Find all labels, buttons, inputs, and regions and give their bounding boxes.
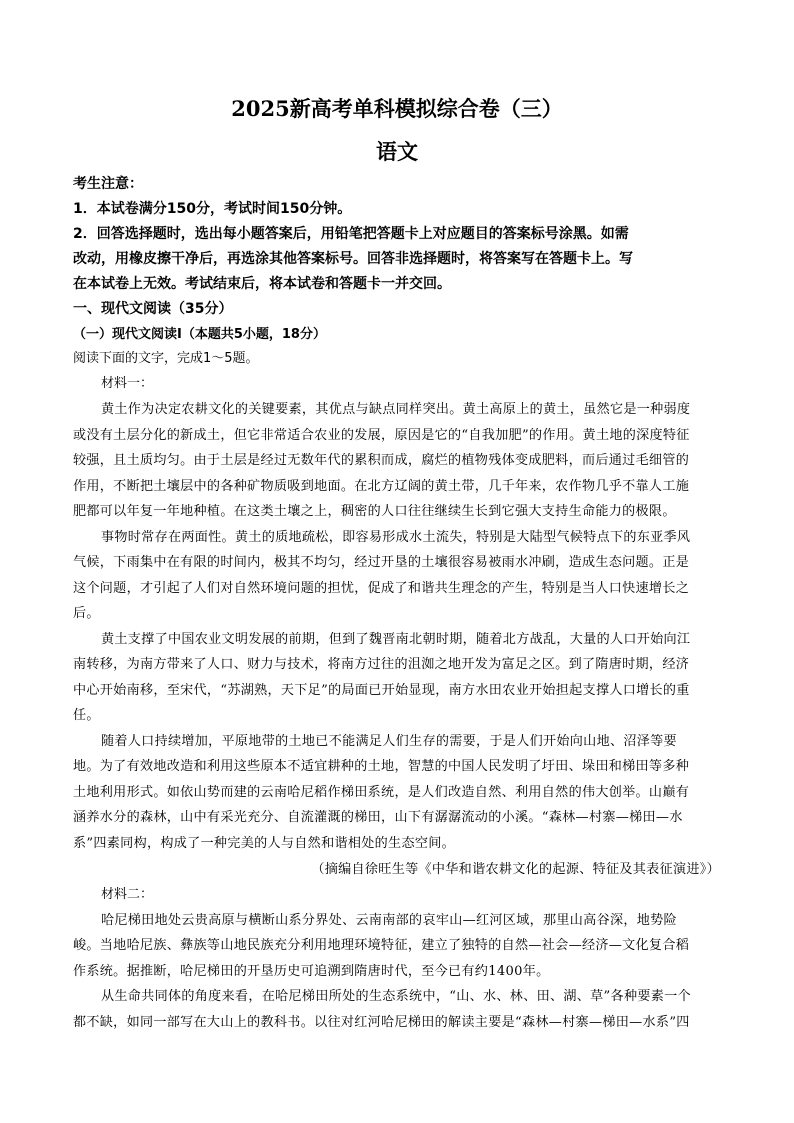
paragraph-line: 涵养水分的森林，山中有采光充分、自流灌溉的梯田，山下有潺潺流动的小溪。“森林—村寨—梯田—水 bbox=[73, 810, 683, 825]
paragraph-line: 肥都可以年复一年地种植。在这类土壤之上，稠密的人口往往继续生长到它强大支持生命能力的极限。 bbox=[73, 504, 676, 519]
paragraph-line: 作用，不断把土壤层中的各种矿物质吸到地面。在北方辽阔的黄土带，几千年来，农作物几乎不靠人工施 bbox=[73, 479, 690, 494]
paragraph-line: 事物时常存在两面性。黄土的质地疏松，即容易形成水土流失，特别是大陆型气候特点下的东亚季风 bbox=[101, 530, 691, 545]
paragraph-line: 较强，且土质均匀。由于土层是经过无数年代的累积而成，腐烂的植物残体变成肥料，而后通过毛细管的 bbox=[73, 453, 690, 468]
notice-heading: 考生注意： bbox=[73, 176, 143, 192]
material-label: 材料二： bbox=[101, 887, 154, 902]
paragraph-line: 任。 bbox=[73, 708, 100, 723]
paragraph-line: 土地利用形式。如依山势而建的云南哈尼稻作梯田系统，是人们改造自然、利用自然的伟大创举。山巅有 bbox=[73, 785, 690, 800]
notice-line: 改动，用橡皮擦干净后，再选涂其他答案标号。回答非选择题时，将答案写在答题卡上。写 bbox=[73, 251, 633, 267]
paragraph-line: 或没有土层分化的新成土，但它非常适合农业的发展，原因是它的“自我加肥”的作用。黄土地的深度特征 bbox=[73, 428, 690, 443]
section-heading: 一、现代文阅读（35分） bbox=[73, 301, 233, 317]
paragraph-line: 这个问题，才引起了人们对自然环境问题的担忧，促成了和谐共生理念的产生，特别是当人口快速增长之 bbox=[73, 581, 690, 596]
paragraph-line: 南转移，为南方带来了人口、财力与技术，将南方过往的沮洳之地开发为富足之区。到了隋唐时期，经济 bbox=[73, 657, 690, 672]
paragraph-line: 都不缺，如同一部写在大山上的教科书。以往对红河哈尼梯田的解读主要是“森林—村寨—梯田—水系”四 bbox=[73, 1015, 690, 1030]
paragraph-line: 气候，下雨集中在有限的时间内，极其不均匀，经过开垦的土壤很容易被雨水冲刷，造成生态问题。正是 bbox=[73, 555, 690, 570]
paragraph-line: 峻。当地哈尼族、彝族等山地民族充分利用地理环境特征，建立了独特的自然—社会—经济—文化复合稻 bbox=[73, 938, 690, 953]
subsection-heading: （一）现代文阅读Ⅰ（本题共5小题，18分） bbox=[73, 327, 326, 342]
paragraph-line: 黄土支撑了中国农业文明发展的前期，但到了魏晋南北朝时期，随着北方战乱，大量的人口开始向江 bbox=[101, 632, 691, 647]
exam-title: 2025新高考单科模拟综合卷（三） bbox=[231, 96, 563, 121]
paragraph-line: 系”四素同构，构成了一种完美的人与自然和谐相处的生态空间。 bbox=[73, 836, 456, 851]
paragraph-line: 作系统。据推断，哈尼梯田的开垦历史可追溯到隋唐时代，至今已有约1400年。 bbox=[73, 964, 550, 979]
source-citation: （摘编自徐旺生等《中华和谐农耕文化的起源、特征及其表征演进》） bbox=[311, 862, 720, 877]
notice-line: 在本试卷上无效。考试结束后，将本试卷和答题卡一并交回。 bbox=[73, 276, 451, 292]
material-label: 材料一： bbox=[101, 376, 154, 391]
paragraph-line: 黄土作为决定农耕文化的关键要素，其优点与缺点同样突出。黄土高原上的黄土，虽然它是一种弱度 bbox=[101, 402, 691, 417]
paragraph-line: 中心开始南移，至宋代，“苏湖熟，天下足”的局面已开始显现，南方水田农业开始担起支撑人口增长的重 bbox=[73, 683, 690, 698]
paragraph-line: 从生命共同体的角度来看，在哈尼梯田所处的生态系统中，“山、水、林、田、湖、草”各种要素一个 bbox=[101, 989, 691, 1004]
paragraph-line: 后。 bbox=[73, 606, 100, 621]
subject-title: 语文 bbox=[376, 139, 418, 164]
notice-line: 2．回答选择题时，选出每小题答案后，用铅笔把答题卡上对应题目的答案标号涂黑。如需 bbox=[73, 226, 629, 242]
paragraph-line: 随着人口持续增加，平原地带的土地已不能满足人们生存的需要，于是人们开始向山地、沼泽等要 bbox=[101, 734, 677, 749]
instruction: 阅读下面的文字，完成1～5题。 bbox=[73, 351, 259, 366]
notice-line: 1．本试卷满分150分，考试时间150分钟。 bbox=[73, 201, 352, 217]
paragraph-line: 哈尼梯田地处云贵高原与横断山系分界处、云南南部的哀牢山—红河区域，那里山高谷深，地势险 bbox=[101, 913, 677, 928]
paragraph-line: 地。为了有效地改造和利用这些原本不适宜耕种的土地，智慧的中国人民发明了圩田、垛田和梯田等多种 bbox=[73, 759, 690, 774]
